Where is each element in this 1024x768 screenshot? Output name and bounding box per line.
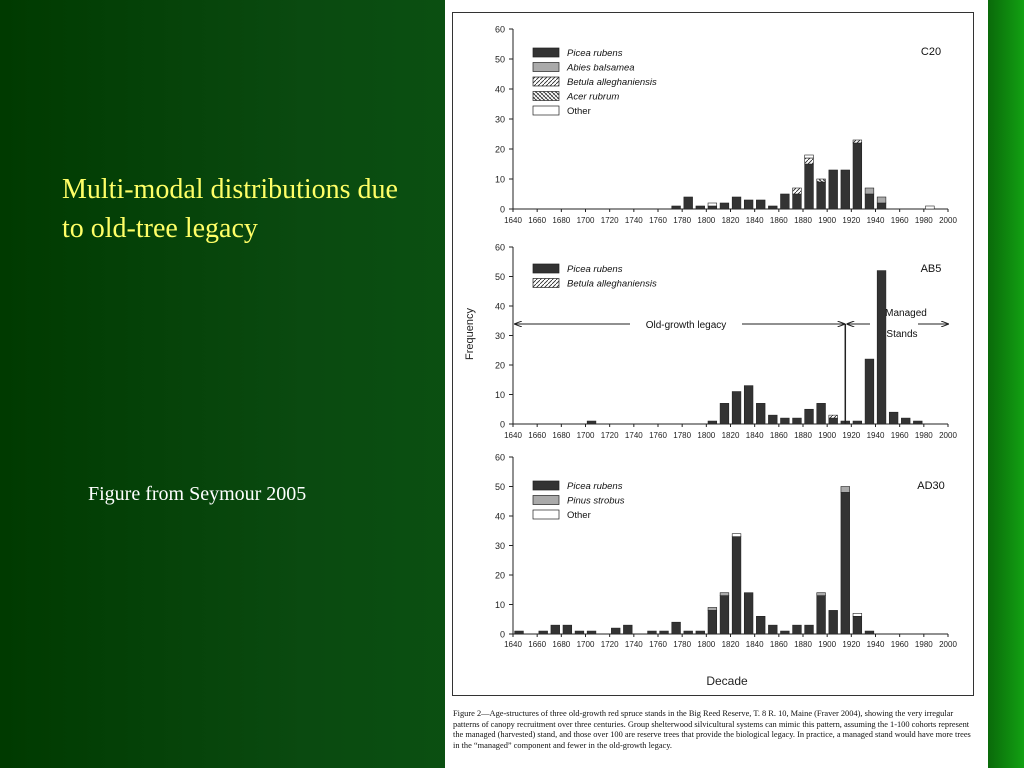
bar-other bbox=[853, 613, 862, 616]
x-tick-label: 1640 bbox=[504, 431, 522, 440]
x-tick-label: 1720 bbox=[600, 431, 619, 440]
legend-swatch bbox=[533, 481, 559, 490]
bar-betula-alleghaniensis bbox=[829, 415, 838, 418]
y-tick-label: 30 bbox=[494, 114, 505, 125]
x-tick-label: 1840 bbox=[745, 216, 764, 225]
y-tick-label: 60 bbox=[494, 242, 505, 253]
bar-other bbox=[732, 534, 741, 537]
bar-picea-rubens bbox=[563, 625, 572, 634]
bar-picea-rubens bbox=[756, 200, 765, 209]
bar-picea-rubens bbox=[817, 403, 826, 424]
bar-betula-alleghaniensis bbox=[793, 188, 802, 194]
panel-label: C20 bbox=[920, 46, 942, 58]
x-tick-label: 1920 bbox=[842, 216, 861, 225]
x-tick-label: 1640 bbox=[504, 216, 522, 225]
bar-picea-rubens bbox=[793, 194, 802, 209]
y-tick-label: 0 bbox=[499, 419, 505, 430]
y-tick-label: 10 bbox=[494, 390, 505, 400]
y-tick-label: 40 bbox=[494, 301, 505, 312]
legend-swatch bbox=[533, 264, 559, 273]
bar-other bbox=[926, 206, 935, 209]
bar-picea-rubens bbox=[853, 616, 862, 634]
x-tick-label: 1880 bbox=[794, 216, 812, 225]
bar-abies-balsamea bbox=[865, 188, 874, 194]
x-tick-label: 1900 bbox=[818, 640, 837, 649]
x-tick-label: 1880 bbox=[794, 640, 812, 649]
x-tick-label: 1660 bbox=[528, 431, 547, 440]
bar-picea-rubens bbox=[672, 206, 681, 209]
bar-acer-rubrum bbox=[817, 179, 826, 182]
legend-label: Picea rubens bbox=[567, 264, 623, 275]
x-tick-label: 1740 bbox=[624, 640, 643, 649]
bar-picea-rubens bbox=[901, 418, 910, 424]
bar-picea-rubens bbox=[841, 492, 850, 634]
legend-label: Betula alleghaniensis bbox=[567, 77, 657, 88]
bar-picea-rubens bbox=[805, 625, 814, 634]
x-tick-label: 1960 bbox=[890, 640, 909, 649]
x-tick-label: 1900 bbox=[818, 431, 837, 440]
bar-picea-rubens bbox=[781, 631, 790, 634]
bar-picea-rubens bbox=[587, 631, 596, 634]
bar-picea-rubens bbox=[768, 415, 777, 424]
y-tick-label: 60 bbox=[494, 24, 505, 35]
y-tick-label: 40 bbox=[494, 511, 505, 522]
bar-picea-rubens bbox=[781, 418, 790, 424]
bar-picea-rubens bbox=[672, 622, 681, 634]
legend-label: Picea rubens bbox=[567, 48, 623, 59]
bar-picea-rubens bbox=[817, 182, 826, 209]
x-tick-label: 1980 bbox=[914, 216, 933, 225]
bar-pinus-strobus bbox=[841, 487, 850, 493]
legend-swatch bbox=[533, 63, 559, 72]
x-tick-label: 1760 bbox=[649, 431, 667, 440]
y-tick-label: 0 bbox=[499, 204, 505, 215]
bar-picea-rubens bbox=[732, 197, 741, 209]
y-tick-label: 50 bbox=[494, 482, 505, 492]
x-tick-label: 1760 bbox=[649, 216, 667, 225]
bar-other bbox=[708, 203, 717, 206]
bar-picea-rubens bbox=[744, 593, 753, 634]
x-tick-label: 1780 bbox=[673, 431, 692, 440]
x-tick-label: 1860 bbox=[769, 640, 788, 649]
bar-picea-rubens bbox=[708, 421, 717, 424]
x-tick-label: 1900 bbox=[818, 216, 837, 225]
panel-label: AD30 bbox=[917, 480, 945, 492]
bar-picea-rubens bbox=[865, 194, 874, 209]
bar-picea-rubens bbox=[732, 537, 741, 634]
bar-picea-rubens bbox=[708, 610, 717, 634]
x-tick-label: 1680 bbox=[552, 431, 571, 440]
x-tick-label: 1660 bbox=[528, 640, 547, 649]
bar-picea-rubens bbox=[684, 631, 693, 634]
bar-picea-rubens bbox=[744, 200, 753, 209]
y-tick-label: 30 bbox=[494, 331, 505, 341]
bar-betula-alleghaniensis bbox=[853, 140, 862, 143]
legend-label: Picea rubens bbox=[567, 481, 623, 492]
legend-swatch bbox=[533, 106, 559, 115]
x-tick-label: 1700 bbox=[576, 431, 595, 440]
x-tick-label: 1820 bbox=[721, 216, 740, 225]
x-tick-label: 1860 bbox=[769, 431, 788, 440]
bar-picea-rubens bbox=[913, 421, 922, 424]
x-tick-label: 2000 bbox=[939, 640, 957, 649]
x-tick-label: 1700 bbox=[576, 640, 595, 649]
bar-picea-rubens bbox=[781, 194, 790, 209]
x-tick-label: 1800 bbox=[697, 431, 716, 440]
y-tick-label: 20 bbox=[494, 144, 505, 155]
y-tick-label: 50 bbox=[494, 272, 505, 282]
managed-label-line1: Managed bbox=[885, 308, 927, 319]
x-tick-label: 1720 bbox=[600, 216, 619, 225]
x-tick-label: 1960 bbox=[890, 431, 909, 440]
bar-picea-rubens bbox=[865, 631, 874, 634]
legend-swatch bbox=[533, 92, 559, 101]
bar-picea-rubens bbox=[756, 616, 765, 634]
bar-picea-rubens bbox=[587, 421, 596, 424]
legacy-label: Old-growth legacy bbox=[645, 320, 727, 331]
bar-picea-rubens bbox=[696, 206, 705, 209]
x-tick-label: 1800 bbox=[697, 640, 716, 649]
x-tick-label: 2000 bbox=[939, 431, 957, 440]
x-tick-label: 1740 bbox=[624, 431, 643, 440]
bar-picea-rubens bbox=[539, 631, 548, 634]
x-tick-label: 1940 bbox=[866, 431, 885, 440]
bar-pinus-strobus bbox=[720, 593, 729, 596]
x-tick-label: 1820 bbox=[721, 640, 740, 649]
x-tick-label: 1880 bbox=[794, 431, 812, 440]
bar-picea-rubens bbox=[793, 625, 802, 634]
figure-caption: Figure 2—Age-structures of three old-growth red spruce stands in the Big Reed Reserve, T. 8 R. 10, Maine (Fraver 2004), showing the very irregular patterns of canopy recruitment over three centuries. Group shelterwood silvicultural systems can mimic this pattern, assuming the 1-100 cohorts represent the managed (harvested) stand, and those over 100 are reserve trees that provide the biological legacy. In practice, a managed stand would have more trees in the “managed” component and fewer in the old-growth legacy. bbox=[453, 709, 971, 750]
bar-picea-rubens bbox=[696, 631, 705, 634]
bar-picea-rubens bbox=[623, 625, 632, 634]
x-tick-label: 1980 bbox=[914, 640, 933, 649]
bar-picea-rubens bbox=[853, 143, 862, 209]
y-axis-label: Frequency bbox=[464, 308, 476, 360]
bar-picea-rubens bbox=[708, 206, 717, 209]
bar-picea-rubens bbox=[865, 359, 874, 424]
x-tick-label: 1940 bbox=[866, 216, 885, 225]
bar-picea-rubens bbox=[817, 596, 826, 634]
bar-picea-rubens bbox=[684, 197, 693, 209]
x-tick-label: 1940 bbox=[866, 640, 885, 649]
x-tick-label: 1820 bbox=[721, 431, 740, 440]
x-tick-label: 1960 bbox=[890, 216, 909, 225]
x-tick-label: 1780 bbox=[673, 640, 692, 649]
bar-pinus-strobus bbox=[817, 593, 826, 596]
y-tick-label: 10 bbox=[494, 600, 505, 610]
bar-picea-rubens bbox=[720, 596, 729, 634]
legend-swatch bbox=[533, 496, 559, 505]
legend-label: Pinus strobus bbox=[567, 495, 625, 507]
x-axis-label: Decade bbox=[706, 674, 748, 688]
bar-picea-rubens bbox=[877, 203, 886, 209]
x-tick-label: 1840 bbox=[745, 640, 764, 649]
legend-label: Abies balsamea bbox=[567, 62, 635, 74]
legend-label: Betula alleghaniensis bbox=[567, 278, 657, 290]
legend-label: Acer rubrum bbox=[567, 91, 620, 103]
x-tick-label: 1760 bbox=[649, 640, 667, 649]
figure-credit: Figure from Seymour 2005 bbox=[88, 483, 307, 505]
legend-swatch bbox=[533, 48, 559, 57]
bar-picea-rubens bbox=[793, 418, 802, 424]
bar-picea-rubens bbox=[841, 170, 850, 209]
panel-label: AB5 bbox=[920, 263, 942, 275]
x-tick-label: 1980 bbox=[914, 431, 933, 440]
bar-picea-rubens bbox=[853, 421, 862, 424]
x-tick-label: 1780 bbox=[673, 216, 692, 225]
x-tick-label: 1920 bbox=[842, 640, 861, 649]
y-tick-label: 0 bbox=[499, 629, 505, 640]
bar-picea-rubens bbox=[744, 386, 753, 424]
x-tick-label: 1680 bbox=[552, 640, 571, 649]
x-tick-label: 1640 bbox=[504, 640, 522, 649]
bar-picea-rubens bbox=[805, 164, 814, 209]
x-tick-label: 1660 bbox=[528, 216, 547, 225]
x-tick-label: 1740 bbox=[624, 216, 643, 225]
bar-picea-rubens bbox=[768, 206, 777, 209]
y-tick-label: 50 bbox=[494, 54, 505, 65]
y-tick-label: 20 bbox=[494, 360, 505, 371]
slide-title: Multi-modal distributions due to old-tree legacy bbox=[62, 174, 398, 244]
bar-betula-alleghaniensis bbox=[805, 158, 814, 164]
bar-picea-rubens bbox=[829, 170, 838, 209]
bar-picea-rubens bbox=[732, 392, 741, 424]
y-tick-label: 60 bbox=[494, 452, 505, 463]
bar-picea-rubens bbox=[660, 631, 669, 634]
bar-other bbox=[805, 155, 814, 158]
bar-picea-rubens bbox=[768, 625, 777, 634]
legend-label: Other bbox=[567, 510, 591, 521]
legend-swatch bbox=[533, 279, 559, 288]
managed-label-line2: Stands bbox=[886, 329, 918, 340]
x-tick-label: 1860 bbox=[769, 216, 788, 225]
bar-picea-rubens bbox=[720, 403, 729, 424]
x-tick-label: 1920 bbox=[842, 431, 861, 440]
bar-picea-rubens bbox=[805, 409, 814, 424]
legend-label: Other bbox=[567, 106, 591, 117]
x-tick-label: 1800 bbox=[697, 216, 716, 225]
bar-abies-balsamea bbox=[877, 197, 886, 203]
legend-swatch bbox=[533, 510, 559, 519]
x-tick-label: 2000 bbox=[939, 216, 957, 225]
y-tick-label: 10 bbox=[494, 174, 505, 185]
x-tick-label: 1840 bbox=[745, 431, 764, 440]
bar-picea-rubens bbox=[648, 631, 657, 634]
bar-picea-rubens bbox=[515, 631, 524, 634]
bar-picea-rubens bbox=[877, 271, 886, 424]
bar-picea-rubens bbox=[575, 631, 584, 634]
bar-picea-rubens bbox=[889, 412, 898, 424]
bar-picea-rubens bbox=[829, 418, 838, 424]
y-tick-label: 20 bbox=[494, 570, 505, 581]
bar-picea-rubens bbox=[611, 628, 620, 634]
bar-picea-rubens bbox=[720, 203, 729, 209]
x-tick-label: 1700 bbox=[576, 216, 595, 225]
bar-picea-rubens bbox=[551, 625, 560, 634]
y-tick-label: 30 bbox=[494, 541, 505, 551]
x-tick-label: 1720 bbox=[600, 640, 619, 649]
y-tick-label: 40 bbox=[494, 84, 505, 95]
legend-swatch bbox=[533, 77, 559, 86]
x-tick-label: 1680 bbox=[552, 216, 571, 225]
bar-pinus-strobus bbox=[708, 607, 717, 610]
bar-picea-rubens bbox=[829, 610, 838, 634]
bar-picea-rubens bbox=[756, 403, 765, 424]
